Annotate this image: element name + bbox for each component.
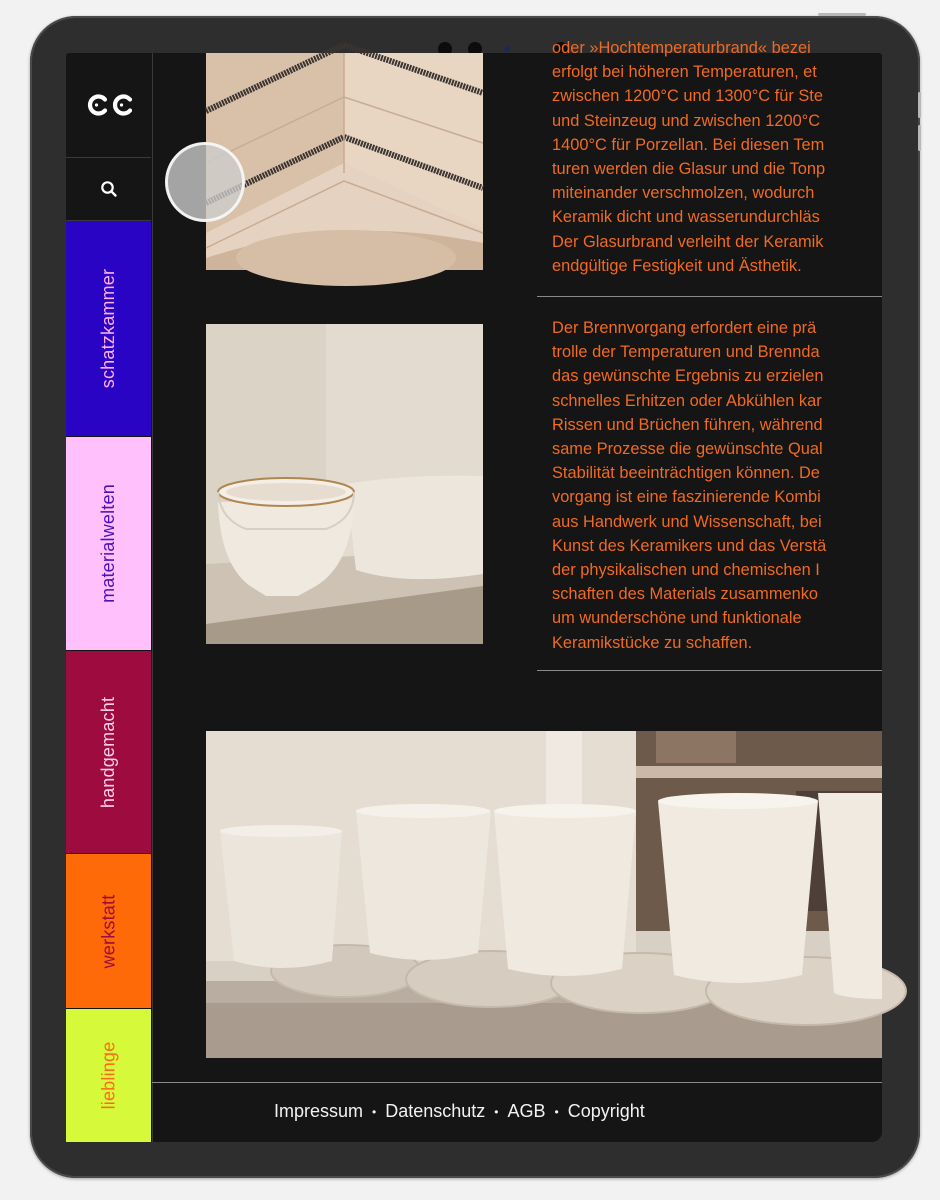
kiln-interior-photo bbox=[206, 53, 483, 270]
nav-label-schatzkammer: schatzkammer bbox=[98, 268, 118, 389]
footer-link-impressum[interactable]: Impressum bbox=[274, 1101, 364, 1121]
paragraph-line: aus Handwerk und Wissenschaft, bei bbox=[552, 512, 822, 531]
cups-photo bbox=[206, 731, 882, 1058]
paragraph-line: turen werden die Glasur und die Tonp bbox=[552, 160, 826, 179]
paragraph-line: endgültige Festigkeit und Ästhetik. bbox=[552, 256, 802, 275]
paragraph-line: 1400°C für Porzellan. Bei diesen Tem bbox=[552, 135, 825, 154]
footer-link-agb[interactable]: AGB bbox=[507, 1101, 546, 1121]
camera-indicator bbox=[504, 46, 510, 52]
divider-2 bbox=[537, 670, 882, 671]
paragraph-line: same Prozesse die gewünschte Qual bbox=[552, 440, 823, 459]
nav-label-lieblinge: lieblinge bbox=[97, 1041, 118, 1110]
power-button bbox=[818, 13, 866, 16]
paragraph-line: der physikalischen und chemischen I bbox=[552, 561, 820, 580]
paragraph-line: vorgang ist eine faszinierende Kombi bbox=[552, 488, 821, 507]
divider-1 bbox=[537, 296, 882, 297]
footer-divider bbox=[152, 1082, 882, 1083]
sidebar bbox=[66, 53, 153, 1142]
nav-item-handgemacht[interactable] bbox=[66, 651, 151, 853]
paragraph-line: das gewünschte Ergebnis zu erzielen bbox=[552, 367, 824, 386]
nav-item-materialwelten[interactable] bbox=[66, 437, 151, 650]
paragraph-line: Stabilität beeinträchtigen können. De bbox=[552, 464, 820, 483]
paragraph-line: miteinander verschmolzen, wodurch bbox=[552, 184, 815, 203]
paragraph-line: Keramik dicht und wasserundurchläs bbox=[552, 208, 820, 227]
nav-item-lieblinge[interactable] bbox=[66, 1009, 151, 1142]
paragraph-line: Der Brennvorgang erfordert eine prä bbox=[552, 319, 817, 337]
logo-icon bbox=[83, 93, 135, 117]
nav-label-materialwelten: materialwelten bbox=[98, 484, 119, 603]
paragraph-line: und Steinzeug und zwischen 1200°C bbox=[552, 111, 821, 130]
footer-links bbox=[274, 1101, 645, 1122]
footer-link-datenschutz[interactable]: Datenschutz bbox=[385, 1101, 486, 1121]
footer-separator: • bbox=[372, 1104, 377, 1119]
paragraph-line: oder »Hochtemperaturbrand« bezei bbox=[552, 39, 811, 57]
bowls-photo bbox=[206, 324, 483, 644]
paragraph-line: zwischen 1200°C und 1300°C für Ste bbox=[552, 87, 823, 106]
search-icon bbox=[100, 180, 118, 198]
paragraph-line: trolle der Temperaturen und Brennda bbox=[552, 343, 820, 362]
search-button[interactable] bbox=[66, 158, 151, 221]
paragraph-glasurbrand bbox=[552, 36, 882, 276]
paragraph-line: um wunderschöne und funktionale bbox=[552, 609, 802, 628]
footer-link-copyright[interactable]: Copyright bbox=[567, 1101, 645, 1121]
nav-label-handgemacht: handgemacht bbox=[98, 696, 118, 808]
paragraph-brennvorgang bbox=[552, 316, 882, 661]
paragraph-line: erfolgt bei höheren Temperaturen, et bbox=[552, 63, 817, 82]
nav-item-schatzkammer[interactable] bbox=[66, 221, 151, 436]
nav-item-werkstatt[interactable] bbox=[66, 854, 151, 1008]
volume-down-button bbox=[918, 125, 921, 151]
paragraph-line: schnelles Erhitzen oder Abkühlen kar bbox=[552, 391, 822, 410]
footer-separator: • bbox=[554, 1104, 559, 1119]
paragraph-line: schaften des Materials zusammenko bbox=[552, 585, 819, 604]
paragraph-line: Kunst des Keramikers und das Verstä bbox=[552, 536, 827, 555]
touch-indicator bbox=[165, 142, 245, 222]
logo[interactable] bbox=[66, 53, 151, 158]
paragraph-line: Keramikstücke zu schaffen. bbox=[552, 633, 753, 652]
volume-up-button bbox=[918, 92, 921, 118]
paragraph-line: Rissen und Brüchen führen, während bbox=[552, 415, 823, 434]
nav-label-werkstatt: werkstatt bbox=[97, 894, 118, 968]
footer-separator: • bbox=[494, 1104, 499, 1119]
paragraph-line: Der Glasurbrand verleiht der Keramik bbox=[552, 232, 824, 251]
